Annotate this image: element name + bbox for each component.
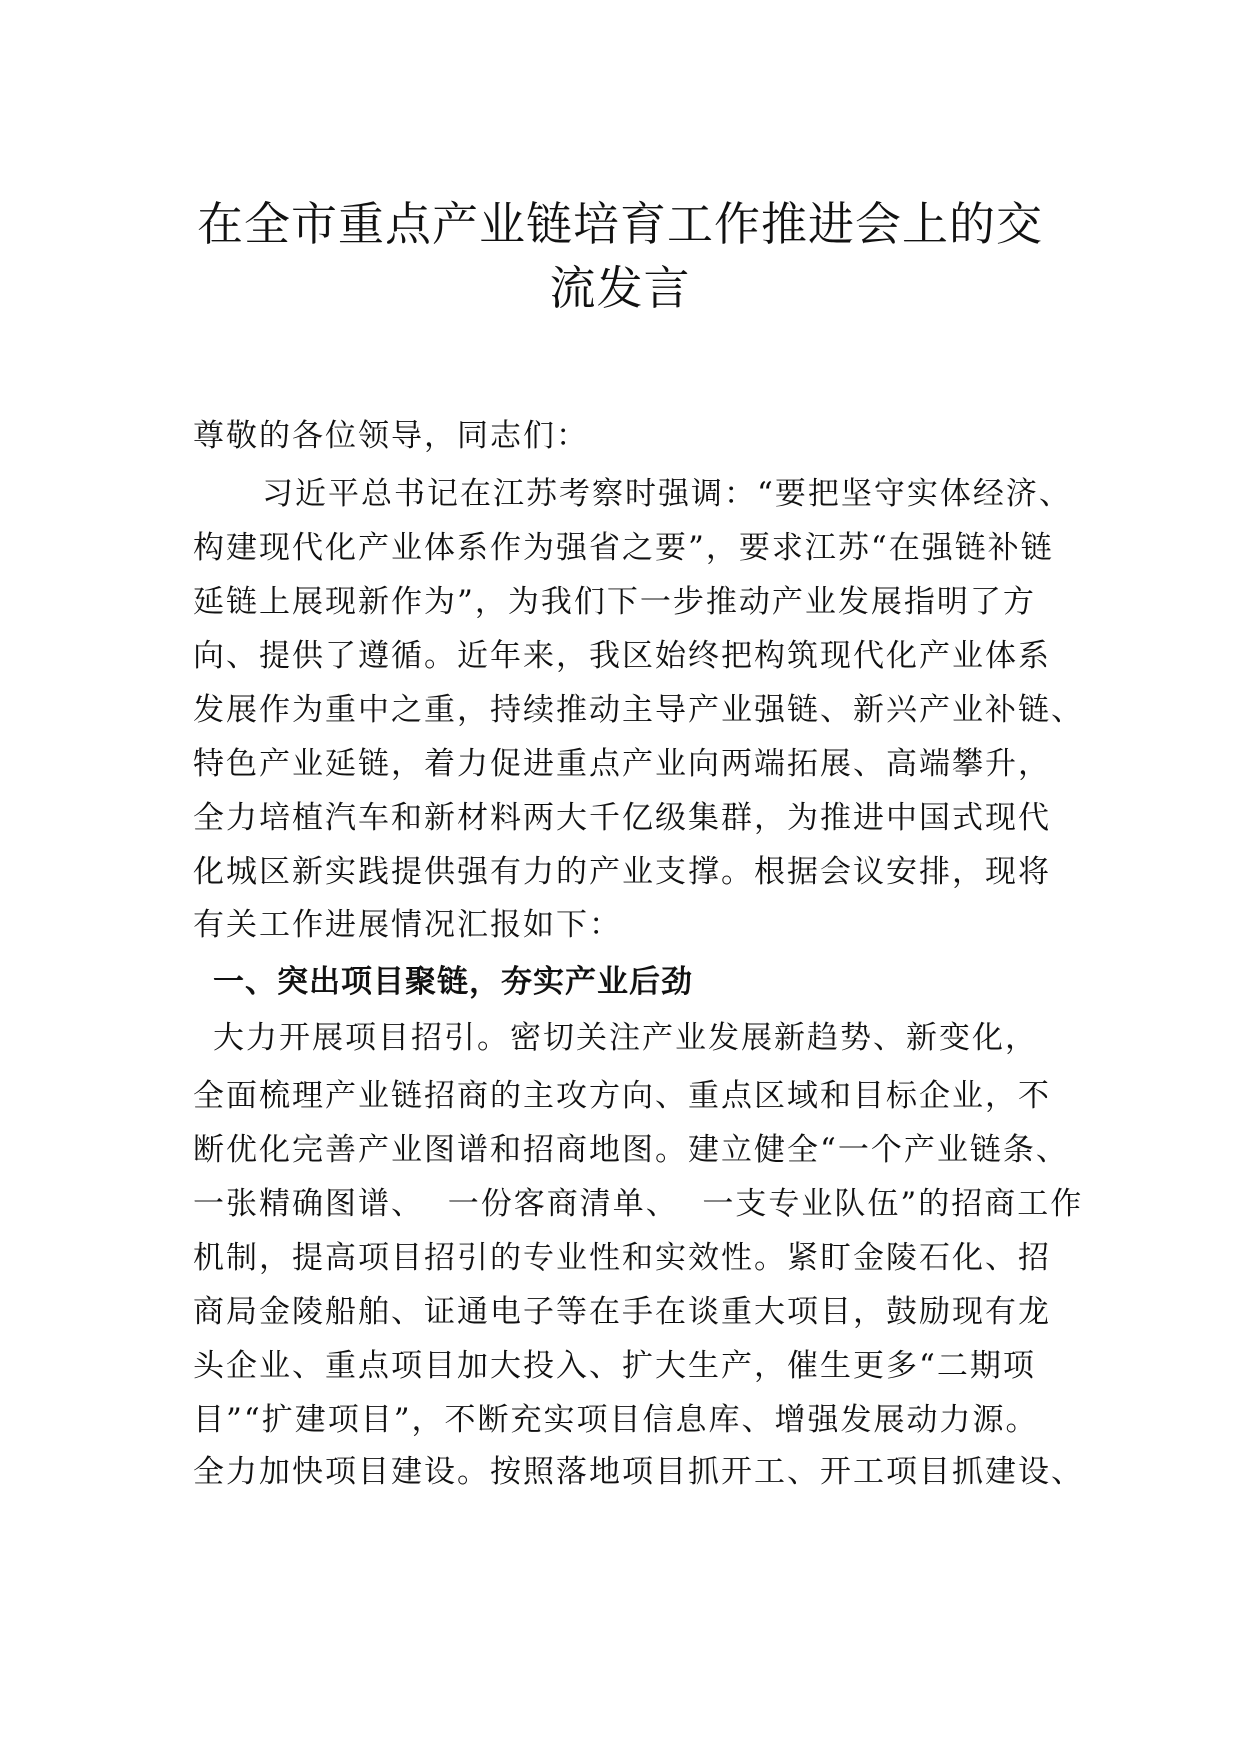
- paragraph-2-line: 头企业、重点项目加大投入、扩大生产，催生更多“二期项: [193, 1348, 1036, 1384]
- greeting: 尊敬的各位领导，同志们：: [193, 418, 589, 454]
- paragraph-1-line: 发展作为重中之重，持续推动主导产业强链、新兴产业补链、: [193, 692, 1084, 728]
- paragraph-1-line: 全力培植汽车和新材料两大千亿级集群，为推进中国式现代: [193, 800, 1051, 836]
- paragraph-2-line: 全面梳理产业链招商的主攻方向、重点区域和目标企业，不: [193, 1078, 1051, 1114]
- paragraph-2-line: 商局金陵船舶、证通电子等在手在谈重大项目，鼓励现有龙: [193, 1294, 1051, 1330]
- paragraph-2-line: 大力开展项目招引。密切关注产业发展新趋势、新变化，: [213, 1020, 1038, 1056]
- paragraph-1-line: 构建现代化产业体系作为强省之要”，要求江苏“在强链补链: [193, 530, 1054, 566]
- section-1-heading: 一、突出项目聚链，夯实产业后劲: [213, 964, 693, 1000]
- paragraph-1-line: 习近平总书记在江苏考察时强调：“要把坚守实体经济、: [262, 476, 1072, 512]
- paragraph-1-line: 化城区新实践提供强有力的产业支撑。根据会议安排，现将: [193, 854, 1051, 890]
- paragraph-2-line: 目”“扩建项目”，不断充实项目信息库、增强发展动力源。: [193, 1402, 1039, 1438]
- paragraph-2-line: 一张精确图谱、 一份客商清单、 一支专业队伍”的招商工作: [193, 1186, 1084, 1222]
- paragraph-2-line: 机制，提高项目招引的专业性和实效性。紧盯金陵石化、招: [193, 1240, 1051, 1276]
- paragraph-1-line: 有关工作进展情况汇报如下：: [193, 907, 622, 943]
- paragraph-1-line: 特色产业延链，着力促进重点产业向两端拓展、高端攀升，: [193, 746, 1051, 782]
- paragraph-2-line: 断优化完善产业图谱和招商地图。建立健全“一个产业链条、: [193, 1132, 1069, 1168]
- paragraph-1-line: 延链上展现新作为”，为我们下一步推动产业发展指明了方: [193, 584, 1036, 620]
- paragraph-1-line: 向、提供了遵循。近年来，我区始终把构筑现代化产业体系: [193, 638, 1051, 674]
- document-title: [150, 192, 1090, 320]
- title-line-2: 流发言: [549, 261, 691, 315]
- title-line-1: 在全市重点产业链培育工作推进会上的交: [197, 197, 1043, 251]
- paragraph-2-line: 全力加快项目建设。按照落地项目抓开工、开工项目抓建设、: [193, 1454, 1084, 1490]
